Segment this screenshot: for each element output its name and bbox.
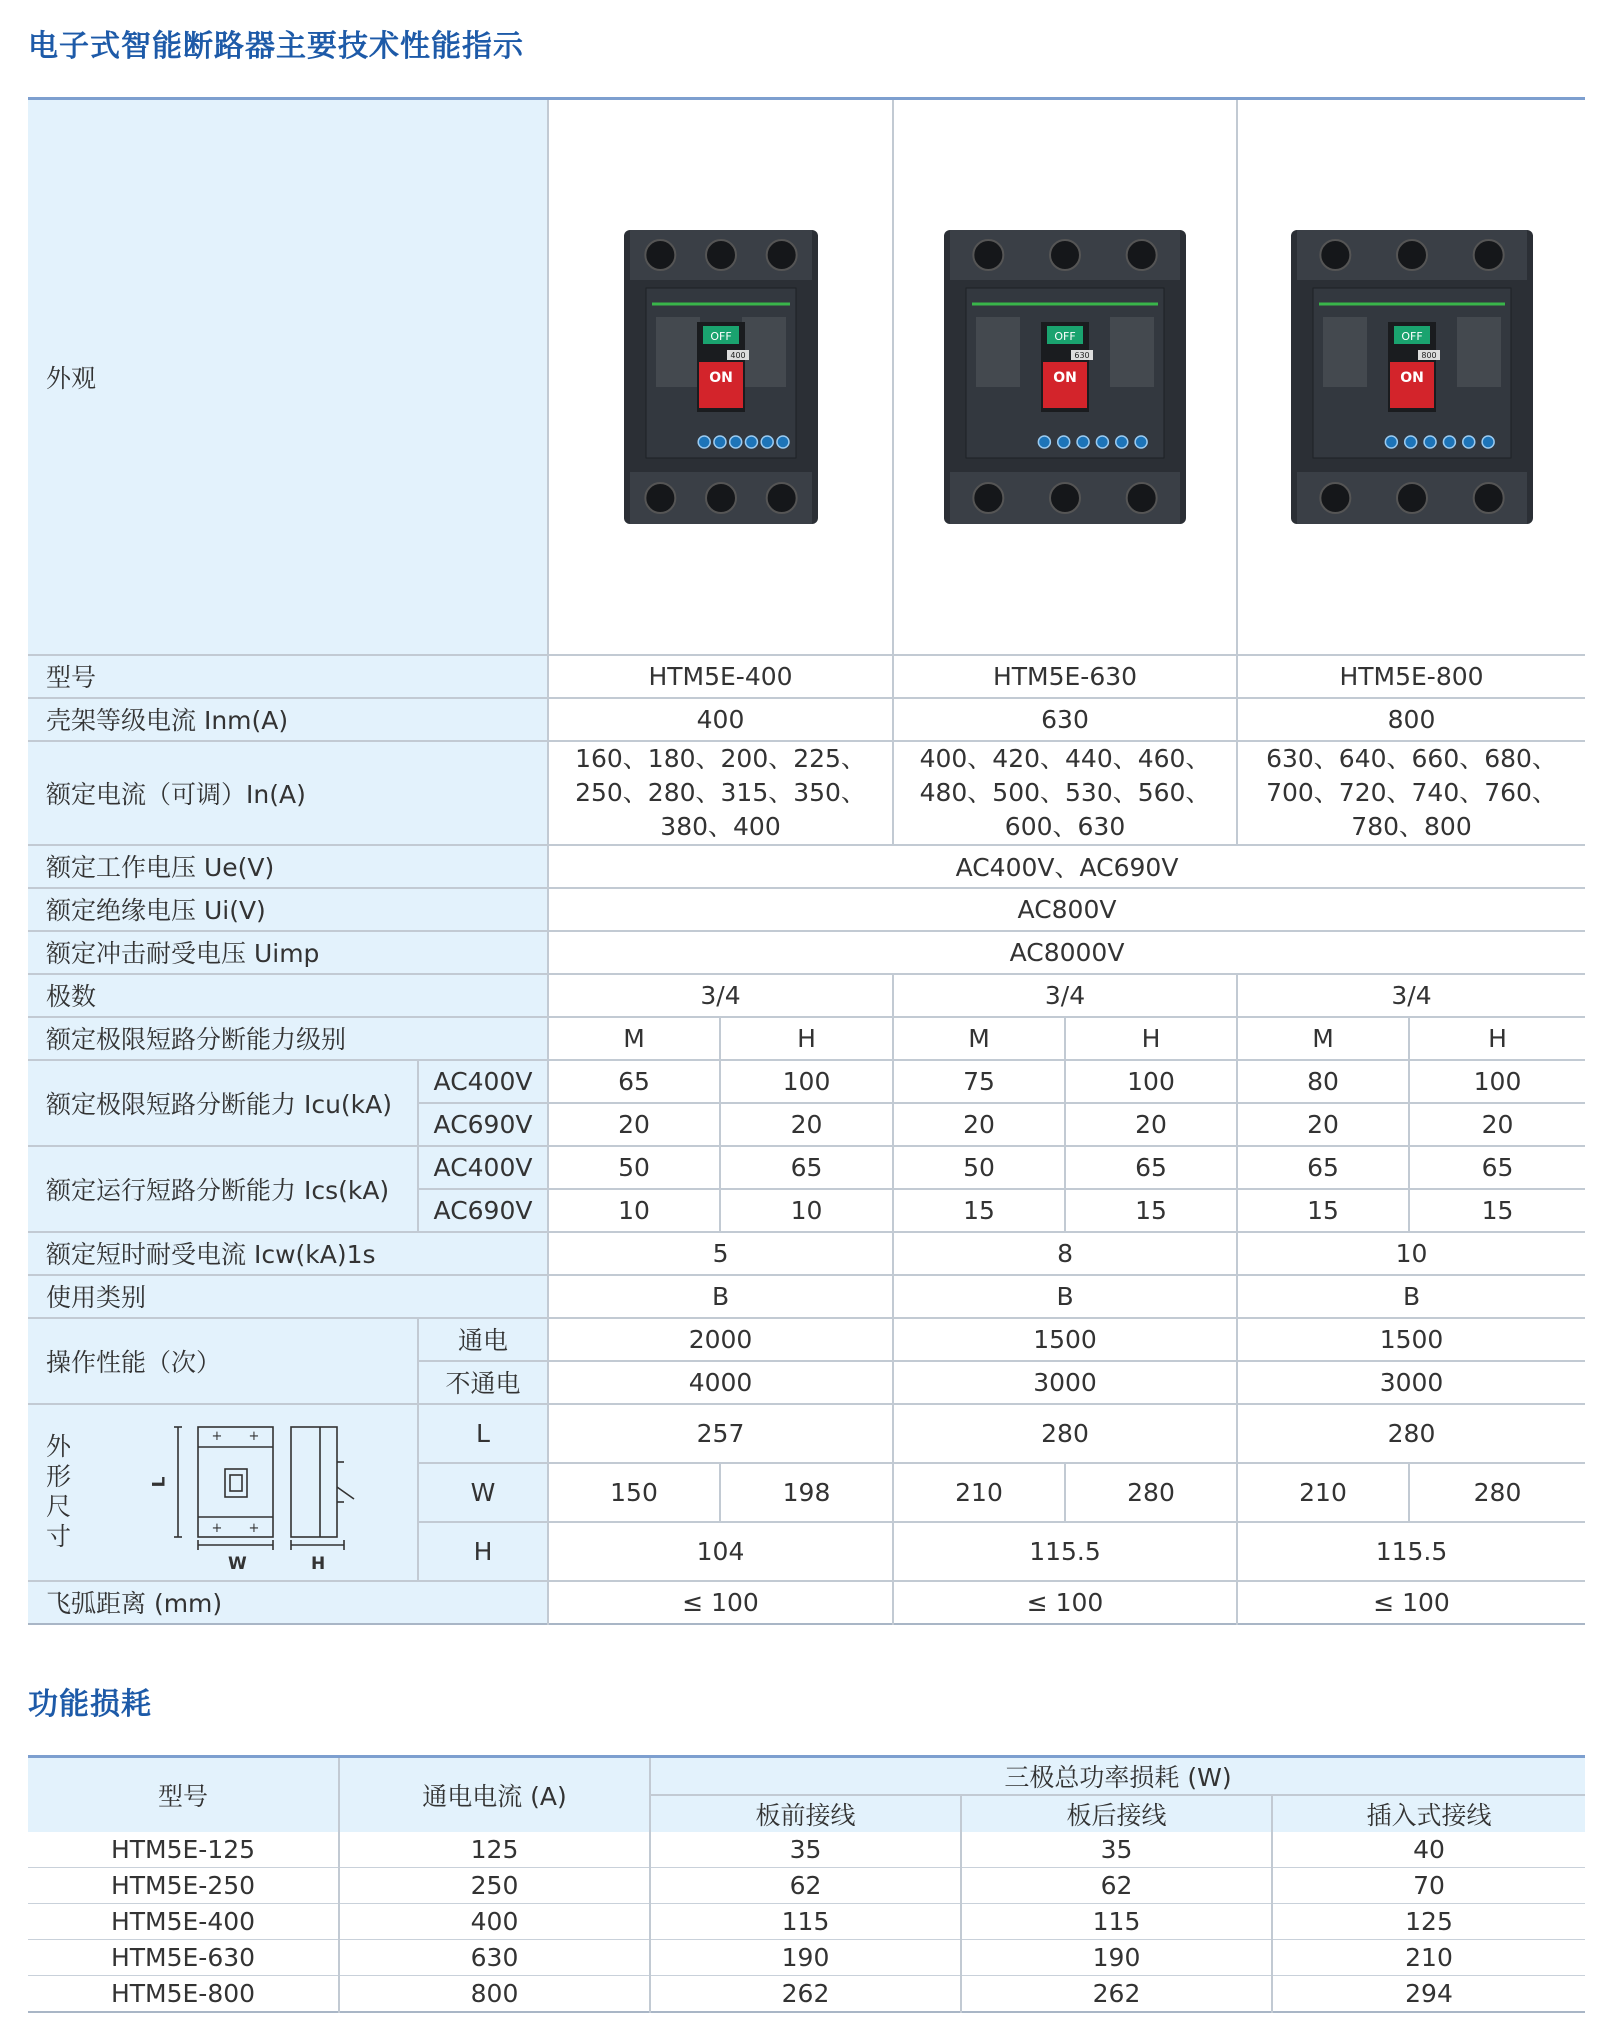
sub-label: 通电 [418,1318,548,1361]
value-cell: 210 [893,1463,1065,1522]
header-group: 三极总功率损耗 (W) [650,1757,1585,1796]
model-cell: HTM5E-800 [1237,655,1585,698]
table-cell: 35 [650,1832,961,1868]
table-cell: 210 [1272,1940,1585,1976]
value-cell: 280 [893,1404,1237,1463]
sub-label: AC400V [418,1060,548,1103]
row-poles [28,974,1585,1017]
value-cell: 80 [1237,1060,1409,1103]
value-cell: 15 [1237,1189,1409,1232]
value-cell: 20 [720,1103,893,1146]
dimensions-label-cell [28,1404,418,1581]
table-cell: 262 [650,1976,961,2013]
value-cell: 50 [893,1146,1065,1189]
value-cell: 800 [1237,698,1585,741]
row-label: 使用类别 [28,1275,548,1318]
table-cell: HTM5E-125 [28,1832,339,1868]
row-label: 额定运行短路分断能力 Ics(kA) [28,1146,418,1232]
terminal-mark: + [248,1429,260,1444]
value-cell: 65 [548,1060,720,1103]
dimensions-label-char: 寸 [46,1522,72,1551]
table-cell: 125 [339,1832,650,1868]
value-cell: M [893,1017,1065,1060]
svg-text:ON: ON [708,369,733,386]
value-cell: 280 [1409,1463,1585,1522]
svg-text:OFF: OFF [1054,329,1076,343]
value-cell: 400、420、440、460、480、500、530、560、600、630 [893,741,1237,845]
table-cell: 40 [1272,1832,1585,1868]
table-row [28,1904,1585,1940]
table-cell: 190 [961,1940,1272,1976]
row-frame-current [28,698,1585,741]
row-label: 额定工作电压 Ue(V) [28,845,548,888]
table-row [28,1940,1585,1976]
header-current: 通电电流 (A) [339,1757,650,1833]
value-cell: ≤ 100 [893,1581,1237,1624]
value-cell: B [548,1275,893,1318]
value-cell: 115.5 [893,1522,1237,1581]
row-label: 外观 [28,99,548,655]
sub-label: 不通电 [418,1361,548,1404]
table-cell: 125 [1272,1904,1585,1940]
product-image-cell [548,99,893,655]
drawing-label-w: W [228,1554,247,1574]
value-cell: 104 [548,1522,893,1581]
value-cell: 630 [893,698,1237,741]
table-row [28,1832,1585,1868]
breaker-image-630 [894,222,1236,532]
value-cell: 1500 [893,1318,1237,1361]
row-label: 额定绝缘电压 Ui(V) [28,888,548,931]
power-loss-table [28,1755,1585,2013]
value-cell: 5 [548,1232,893,1275]
value-cell: 160、180、200、225、250、280、315、350、380、400 [548,741,893,845]
value-cell: 3/4 [1237,974,1585,1017]
table-cell: 294 [1405,1979,1453,2008]
section-title-specs: 电子式智能断路器主要技术性能指示 [28,29,524,64]
drawing-label-l: L [149,1476,170,1488]
row-operation-on [28,1318,1585,1361]
row-label: 型号 [28,655,548,698]
value-cell: 65 [1409,1146,1585,1189]
row-icu-400 [28,1060,1585,1103]
row-label: 操作性能（次） [28,1318,418,1404]
breaker-drawing [936,222,1194,532]
outline-drawing-svg [108,1407,408,1577]
value-cell: AC400V、AC690V [548,845,1585,888]
table-cell: 400 [339,1904,650,1940]
table-cell: HTM5E-400 [28,1904,339,1940]
value-cell: 198 [720,1463,893,1522]
terminal-mark: + [211,1521,223,1536]
table-cell: 262 [961,1976,1272,2013]
value-cell: 100 [1409,1060,1585,1103]
value-cell: 15 [1409,1189,1585,1232]
drawing-label-h: H [311,1554,326,1574]
breaker-drawing [616,222,826,532]
value-cell: 10 [548,1189,720,1232]
table-cell: 250 [339,1868,650,1904]
table-cell: HTM5E-630 [28,1940,339,1976]
table-cell: 70 [1272,1868,1585,1904]
value-cell: 257 [548,1404,893,1463]
breaker-image-800 [1238,222,1585,532]
value-cell: H [720,1017,893,1060]
dimension-drawing [108,1407,408,1577]
header-front: 板前接线 [650,1795,961,1832]
value-cell: 210 [1237,1463,1409,1522]
value-cell: 3/4 [893,974,1237,1017]
value-cell: 15 [1065,1189,1237,1232]
row-category [28,1275,1585,1318]
value-cell: 20 [1065,1103,1237,1146]
row-dim-l [28,1404,1585,1463]
terminal-mark: + [211,1429,223,1444]
value-cell: 150 [548,1463,720,1522]
table-cell: HTM5E-250 [28,1868,339,1904]
row-label: 额定冲击耐受电压 Uimp [28,931,548,974]
value-cell: 65 [1237,1146,1409,1189]
row-label: 极数 [28,974,548,1017]
row-appearance [28,99,1585,655]
sub-label: AC690V [418,1189,548,1232]
terminal-mark: + [248,1521,260,1536]
row-model [28,655,1585,698]
sub-label: AC400V [418,1146,548,1189]
value-cell: 3000 [1237,1361,1585,1404]
value-cell: 50 [548,1146,720,1189]
breaker-image-400 [549,222,892,532]
value-cell: 20 [893,1103,1065,1146]
value-cell: 65 [720,1146,893,1189]
row-uimp [28,931,1585,974]
value-cell: 4000 [548,1361,893,1404]
row-label: 额定电流（可调）In(A) [28,741,548,845]
value-cell: 1500 [1237,1318,1585,1361]
section-title-loss: 功能损耗 [28,1687,152,1722]
header-plugin: 插入式接线 [1272,1795,1585,1832]
value-cell: 280 [1237,1404,1585,1463]
value-cell: M [1237,1017,1409,1060]
spec-table [28,97,1585,1625]
table-cell: 62 [961,1868,1272,1904]
row-label: 额定极限短路分断能力 Icu(kA) [28,1060,418,1146]
value-cell: 20 [1237,1103,1409,1146]
table-cell: 630 [339,1940,650,1976]
value-cell: 75 [893,1060,1065,1103]
row-breaking-class [28,1017,1585,1060]
svg-text:630: 630 [1074,350,1090,360]
row-icw [28,1232,1585,1275]
breaker-drawing [1283,222,1541,532]
table-cell: 800 [339,1976,650,2013]
value-cell: ≤ 100 [548,1581,893,1624]
table-cell: 190 [650,1940,961,1976]
value-cell: 10 [720,1189,893,1232]
value-cell: 400 [548,698,893,741]
value-cell: 2000 [548,1318,893,1361]
table-cell: 35 [961,1832,1272,1868]
row-rated-current [28,741,1585,845]
value-cell: 3000 [893,1361,1237,1404]
table-cell: 62 [650,1868,961,1904]
table-row [28,1976,1585,2013]
row-arc [28,1581,1585,1624]
value-cell: 100 [720,1060,893,1103]
model-cell: HTM5E-400 [548,655,893,698]
sub-label: W [418,1463,548,1522]
value-cell: 20 [548,1103,720,1146]
row-label: 壳架等级电流 Inm(A) [28,698,548,741]
row-ui [28,888,1585,931]
value-cell: 100 [1065,1060,1237,1103]
loss-body [28,1832,1585,2012]
row-label: 飞弧距离 (mm) [28,1581,548,1624]
value-cell: 10 [1237,1232,1585,1275]
dimensions-label-char: 外 [46,1432,72,1461]
svg-text:400: 400 [729,350,746,360]
table-cell: 115 [650,1904,961,1940]
value-cell: H [1065,1017,1237,1060]
loss-header-row [28,1757,1585,1796]
value-cell: 115.5 [1237,1522,1585,1581]
value-cell: 20 [1409,1103,1585,1146]
row-ue [28,845,1585,888]
table-cell: 115 [961,1904,1272,1940]
value-cell: 8 [893,1232,1237,1275]
product-image-cell [1237,99,1585,655]
svg-text:ON: ON [1053,369,1077,386]
table-row [28,1868,1585,1904]
value-cell: H [1409,1017,1585,1060]
value-cell: B [893,1275,1237,1318]
svg-text:ON: ON [1399,369,1424,386]
value-cell: B [1237,1275,1585,1318]
value-cell: AC8000V [548,931,1585,974]
dimensions-label-char: 形 [46,1462,72,1491]
value-cell: 15 [893,1189,1065,1232]
header-rear: 板后接线 [961,1795,1272,1832]
table-cell: HTM5E-800 [28,1976,339,2013]
row-label: 额定短时耐受电流 Icw(kA)1s [28,1232,548,1275]
sub-label: AC690V [418,1103,548,1146]
dimensions-label-char: 尺 [46,1492,72,1521]
dimensions-label [46,1432,88,1552]
value-cell: AC800V [548,888,1585,931]
value-cell: ≤ 100 [1373,1587,1450,1617]
header-model: 型号 [28,1757,339,1833]
value-cell: 280 [1065,1463,1237,1522]
value-cell: 3/4 [548,974,893,1017]
sub-label: L [418,1404,548,1463]
value-cell: M [548,1017,720,1060]
svg-text:OFF: OFF [1400,329,1423,343]
sub-label: H [418,1522,548,1581]
value-cell: 630、640、660、680、700、720、740、760、780、800 [1237,741,1585,845]
row-ics-400 [28,1146,1585,1189]
value-cell: 65 [1065,1146,1237,1189]
product-image-cell [893,99,1237,655]
svg-text:OFF: OFF [709,329,732,343]
svg-text:800: 800 [1420,350,1437,360]
model-cell: HTM5E-630 [893,655,1237,698]
row-label: 额定极限短路分断能力级别 [28,1017,548,1060]
